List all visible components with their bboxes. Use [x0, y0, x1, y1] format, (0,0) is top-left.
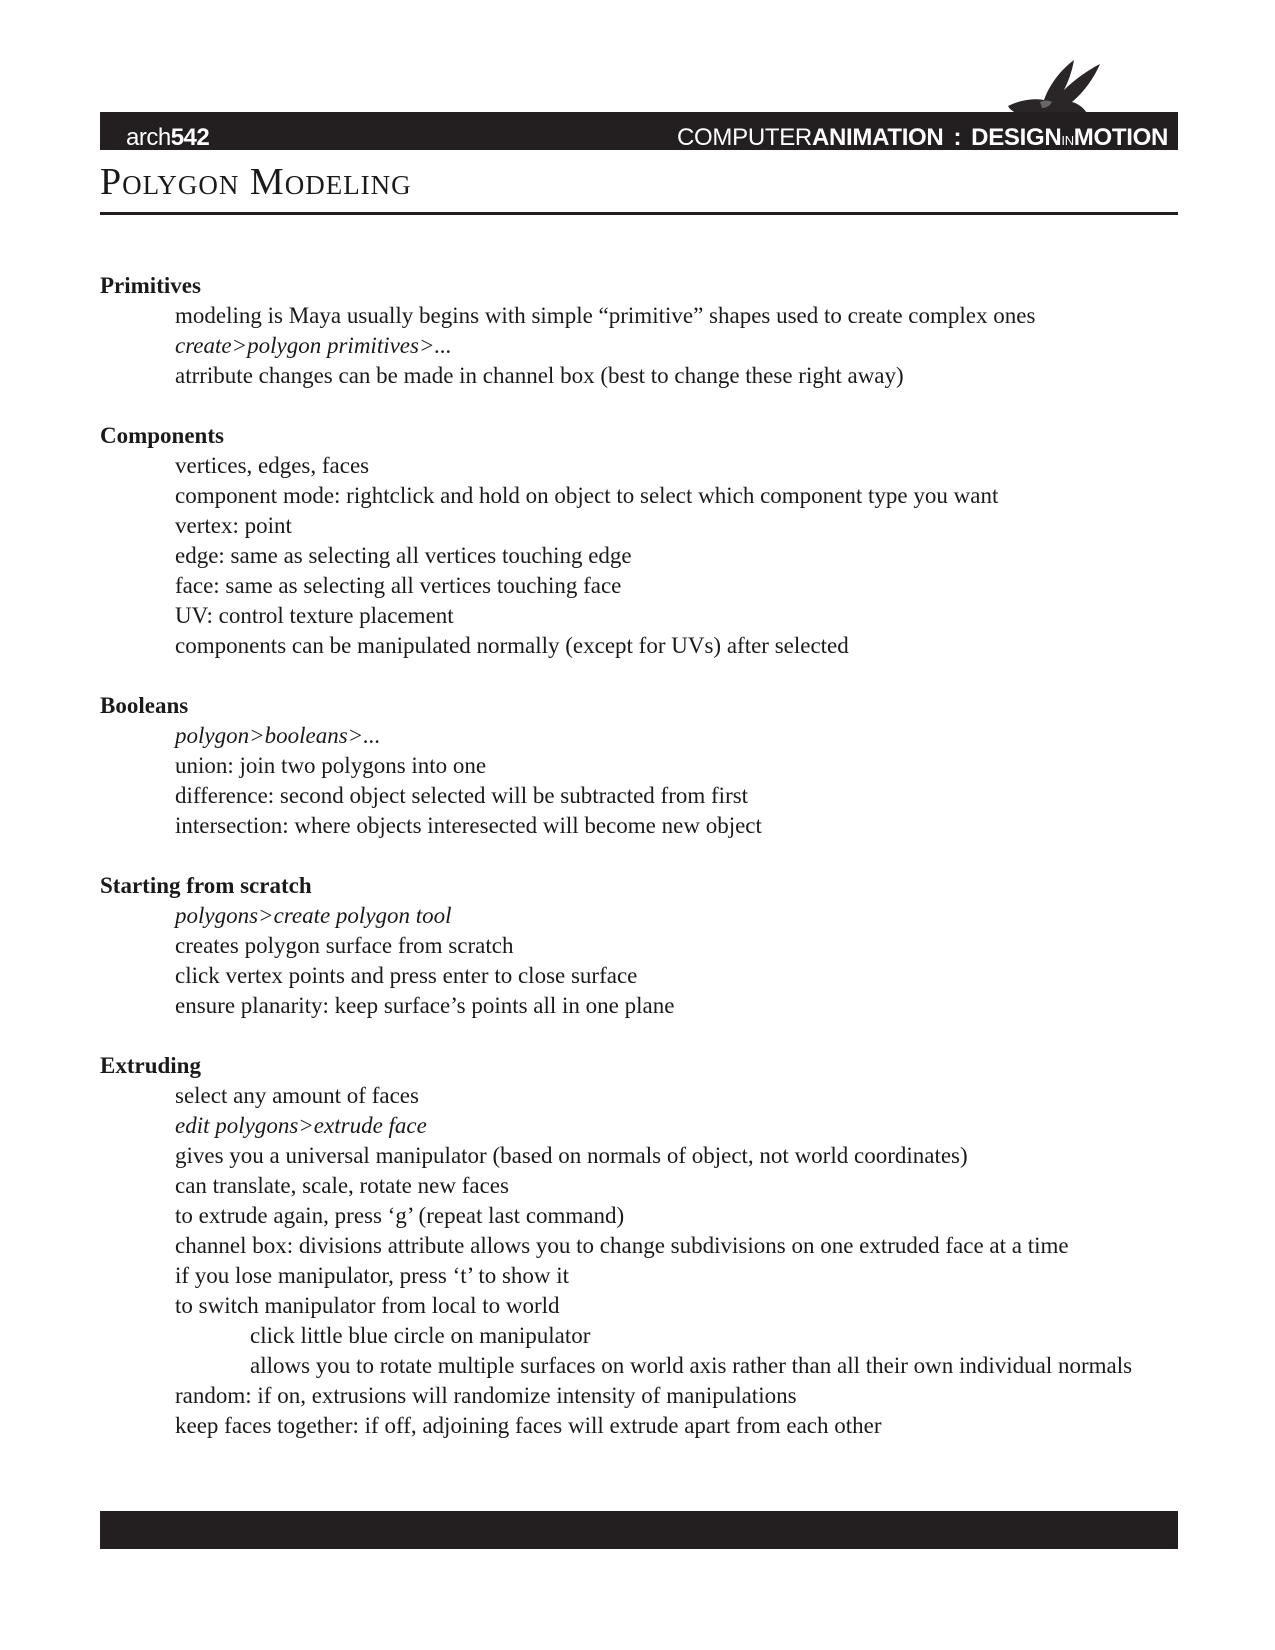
section-booleans — [100, 691, 1180, 841]
note-line: allows you to rotate multiple surfaces on world axis rather than all their own individual normals — [250, 1353, 1133, 1378]
section-heading: Primitives — [100, 273, 201, 298]
note-line: vertex: point — [175, 513, 292, 538]
course-code — [126, 123, 209, 153]
note-line: can translate, scale, rotate new faces — [175, 1173, 509, 1198]
note-line: UV: control texture placement — [175, 603, 454, 628]
title-divider — [100, 212, 1178, 215]
note-line: if you lose manipulator, press ‘t’ to show it — [175, 1263, 570, 1288]
section-primitives — [100, 271, 1180, 391]
note-line: to switch manipulator from local to world — [175, 1293, 560, 1318]
note-line: intersection: where objects interesected will become new object — [175, 813, 762, 838]
menu-path-text: polygon>booleans>... — [175, 723, 381, 748]
menu-path-text: create>polygon primitives>... — [175, 333, 452, 358]
note-line: creates polygon surface from scratch — [175, 933, 514, 958]
section-heading: Extruding — [100, 1053, 201, 1078]
title-part-motion: MOTION — [1073, 124, 1168, 151]
note-line: atrribute changes can be made in channel box (best to change these right away) — [175, 363, 904, 388]
note-line: select any amount of faces — [175, 1083, 419, 1108]
title-part-animation: ANIMATION — [811, 124, 944, 151]
note-line: edge: same as selecting all vertices touching edge — [175, 543, 632, 568]
course-prefix: arch — [126, 124, 171, 151]
section-heading: Booleans — [100, 693, 189, 718]
note-line: ensure planarity: keep surface’s points all in one plane — [175, 993, 675, 1018]
note-line: channel box: divisions attribute allows you to change subdivisions on one extruded face at a time — [175, 1233, 1069, 1258]
note-line: gives you a universal manipulator (based on normals of object, not world coordinates) — [175, 1143, 968, 1168]
document-body — [100, 271, 1180, 1471]
page-title: Polygon Modeling — [100, 161, 412, 203]
title-part-computer: COMPUTER — [677, 124, 812, 151]
section-components — [100, 421, 1180, 661]
course-number: 542 — [170, 124, 210, 151]
note-line: keep faces together: if off, adjoining faces will extrude apart from each other — [175, 1413, 882, 1438]
note-line: vertices, edges, faces — [175, 453, 370, 478]
section-heading: Starting from scratch — [100, 873, 312, 898]
section-heading: Components — [100, 423, 224, 448]
note-line: click little blue circle on manipulator — [250, 1323, 591, 1348]
header-bar — [100, 112, 1178, 150]
note-line: random: if on, extrusions will randomize intensity of manipulations — [175, 1383, 797, 1408]
title-part-design: DESIGN — [971, 124, 1062, 151]
title-part-in: IN — [1061, 133, 1074, 148]
note-line: union: join two polygons into one — [175, 753, 487, 778]
section-extruding — [100, 1051, 1180, 1441]
section-starting-from-scratch — [100, 871, 1180, 1021]
menu-path-text: edit polygons>extrude face — [175, 1113, 427, 1138]
note-line: click vertex points and press enter to close surface — [175, 963, 638, 988]
note-line: to extrude again, press ‘g’ (repeat last command) — [175, 1203, 625, 1228]
footer-bar — [100, 1511, 1178, 1549]
note-line: component mode: rightclick and hold on object to select which component type you want — [175, 483, 999, 508]
title-separator: : — [953, 124, 962, 151]
note-line: difference: second object selected will be subtracted from first — [175, 783, 749, 808]
note-line: face: same as selecting all vertices touching face — [175, 573, 622, 598]
note-line: modeling is Maya usually begins with simple “primitive” shapes used to create complex ones — [175, 303, 1036, 328]
note-line: components can be manipulated normally (except for UVs) after selected — [175, 633, 849, 658]
course-title — [677, 123, 1168, 156]
menu-path-text: polygons>create polygon tool — [175, 903, 452, 928]
